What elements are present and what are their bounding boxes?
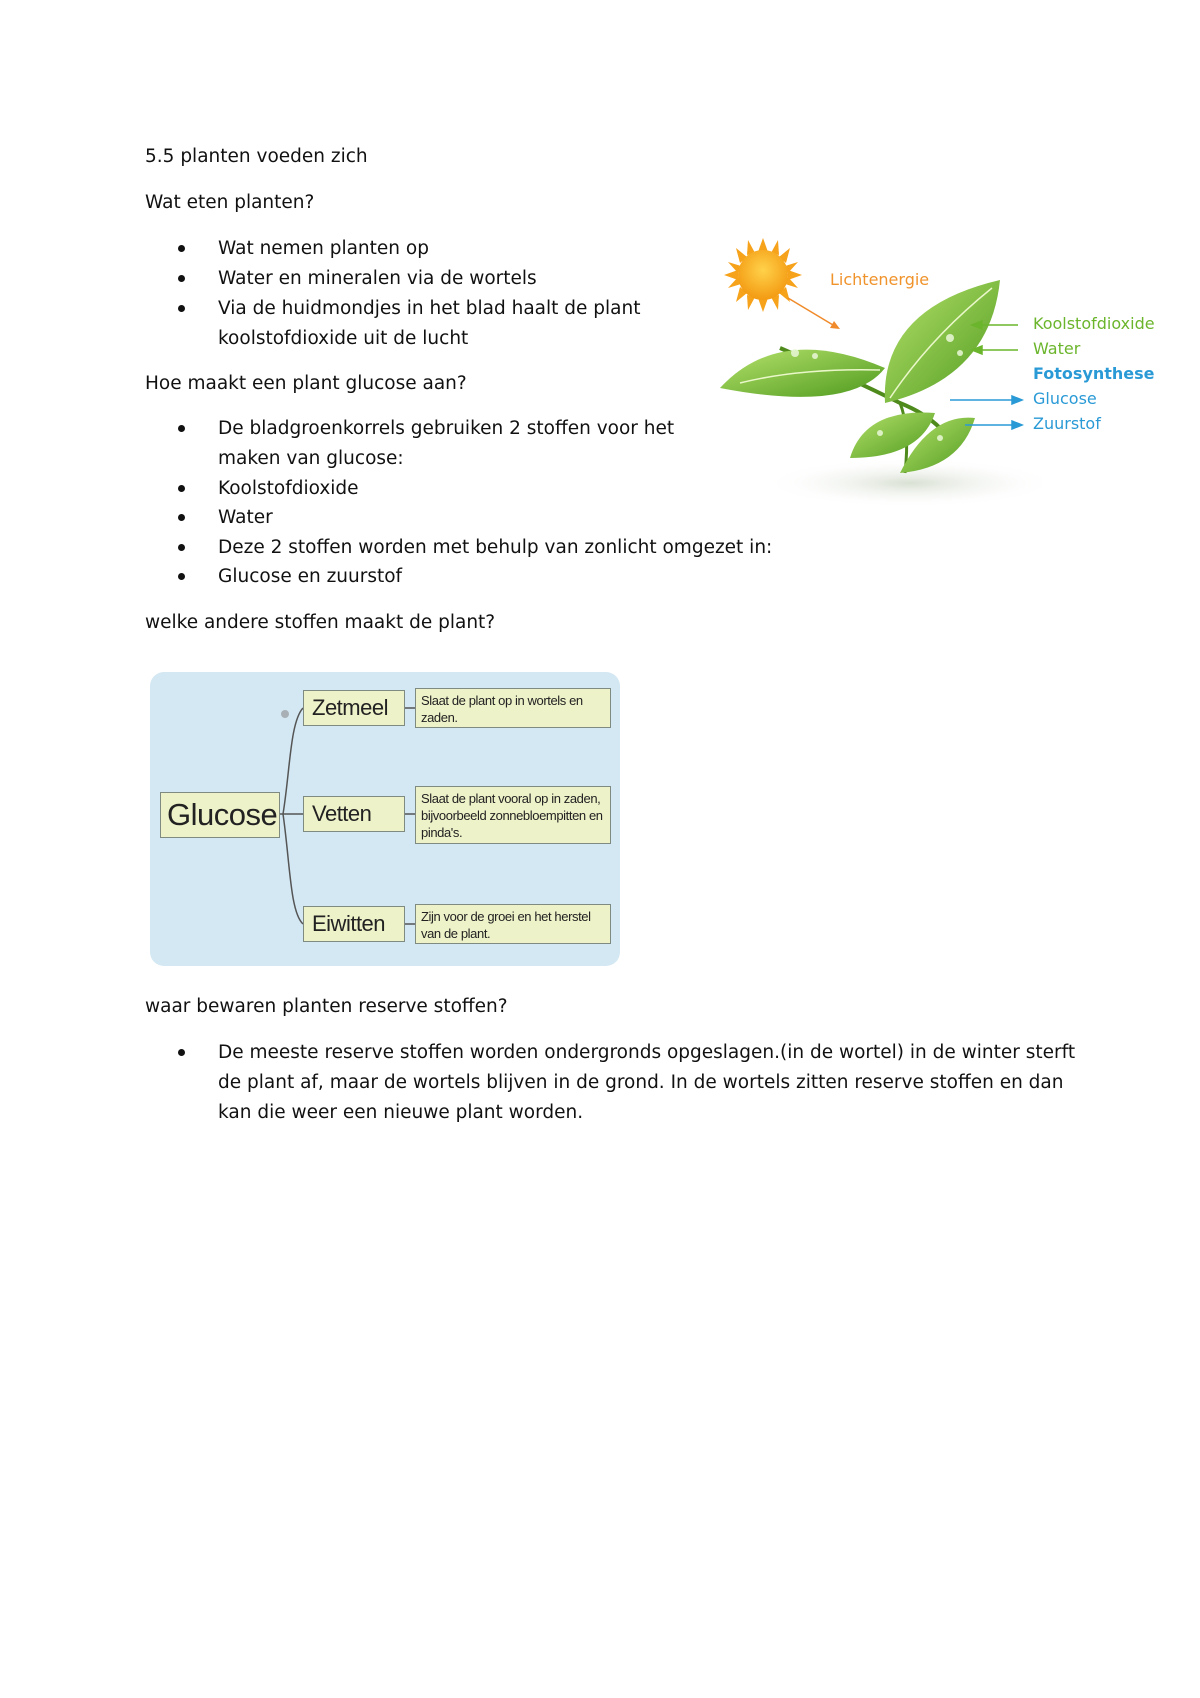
sun-icon — [724, 238, 802, 312]
diagram-desc-eiwitten: Zijn voor de groei en het herstel van de plant. — [415, 904, 611, 944]
list-item: Koolstofdioxide — [218, 478, 359, 499]
page-heading — [145, 146, 368, 167]
bullet-icon — [178, 544, 185, 551]
glucose-diagram — [150, 672, 620, 966]
bullet-icon — [178, 1049, 185, 1056]
diagram-dot — [281, 710, 289, 718]
diagram-branch-eiwitten: Eiwitten — [303, 906, 405, 942]
bullet-icon — [178, 275, 185, 282]
heading-number: 5.5 — [145, 146, 175, 167]
leaf-top — [885, 280, 1000, 403]
bullet-icon — [178, 245, 185, 252]
list-item: De bladgroenkorrels gebruiken 2 stoffen voor het — [218, 418, 674, 439]
label-water: Water — [1033, 339, 1081, 358]
bullet-icon — [178, 305, 185, 312]
label-koolstofdioxide: Koolstofdioxide — [1033, 314, 1155, 333]
list-item: Water — [218, 507, 273, 528]
list-item-continuation: maken van glucose: — [218, 448, 404, 469]
list-item-continuation: koolstofdioxide uit de lucht — [218, 328, 469, 349]
question-reserve-stoffen: waar bewaren planten reserve stoffen? — [145, 996, 508, 1017]
label-lichtenergie: Lichtenergie — [830, 270, 930, 289]
diagram-desc-vetten: Slaat de plant vooral op in zaden, bijvoorbeeld zonnebloempitten en pinda's. — [415, 786, 611, 844]
list-item: Water en mineralen via de wortels — [218, 268, 537, 289]
list-item-continuation: de plant af, maar de wortels blijven in de grond. In de wortels zitten reserve stoffen en dan — [218, 1072, 1064, 1093]
list-item: Deze 2 stoffen worden met behulp van zonlicht omgezet in: — [218, 537, 772, 558]
list-item: Wat nemen planten op — [218, 238, 429, 259]
bullet-icon — [178, 425, 185, 432]
list-item: De meeste reserve stoffen worden ondergronds opgeslagen.(in de wortel) in de winter sterft — [218, 1042, 1075, 1063]
diagram-branch-zetmeel: Zetmeel — [303, 690, 405, 726]
bullet-icon — [178, 514, 185, 521]
diagram-branch-vetten: Vetten — [303, 796, 405, 832]
label-zuurstof: Zuurstof — [1033, 414, 1101, 433]
diagram-root: Glucose — [160, 792, 280, 838]
question-glucose: Hoe maakt een plant glucose aan? — [145, 373, 467, 394]
heading-title: planten voeden zich — [180, 146, 368, 167]
list-item: Glucose en zuurstof — [218, 566, 402, 587]
question-andere-stoffen: welke andere stoffen maakt de plant? — [145, 612, 496, 633]
leaf-left — [720, 350, 885, 397]
list-item: Via de huidmondjes in het blad haalt de plant — [218, 298, 641, 319]
diagram-desc-zetmeel: Slaat de plant op in wortels en zaden. — [415, 688, 611, 728]
bullet-icon — [178, 485, 185, 492]
question-wat-eten-planten: Wat eten planten? — [145, 192, 315, 213]
bullet-icon — [178, 573, 185, 580]
photosynthesis-illustration — [700, 228, 1200, 518]
label-glucose: Glucose — [1033, 389, 1097, 408]
label-fotosynthese: Fotosynthese — [1033, 364, 1155, 383]
list-item-continuation: kan die weer een nieuwe plant worden. — [218, 1102, 584, 1123]
